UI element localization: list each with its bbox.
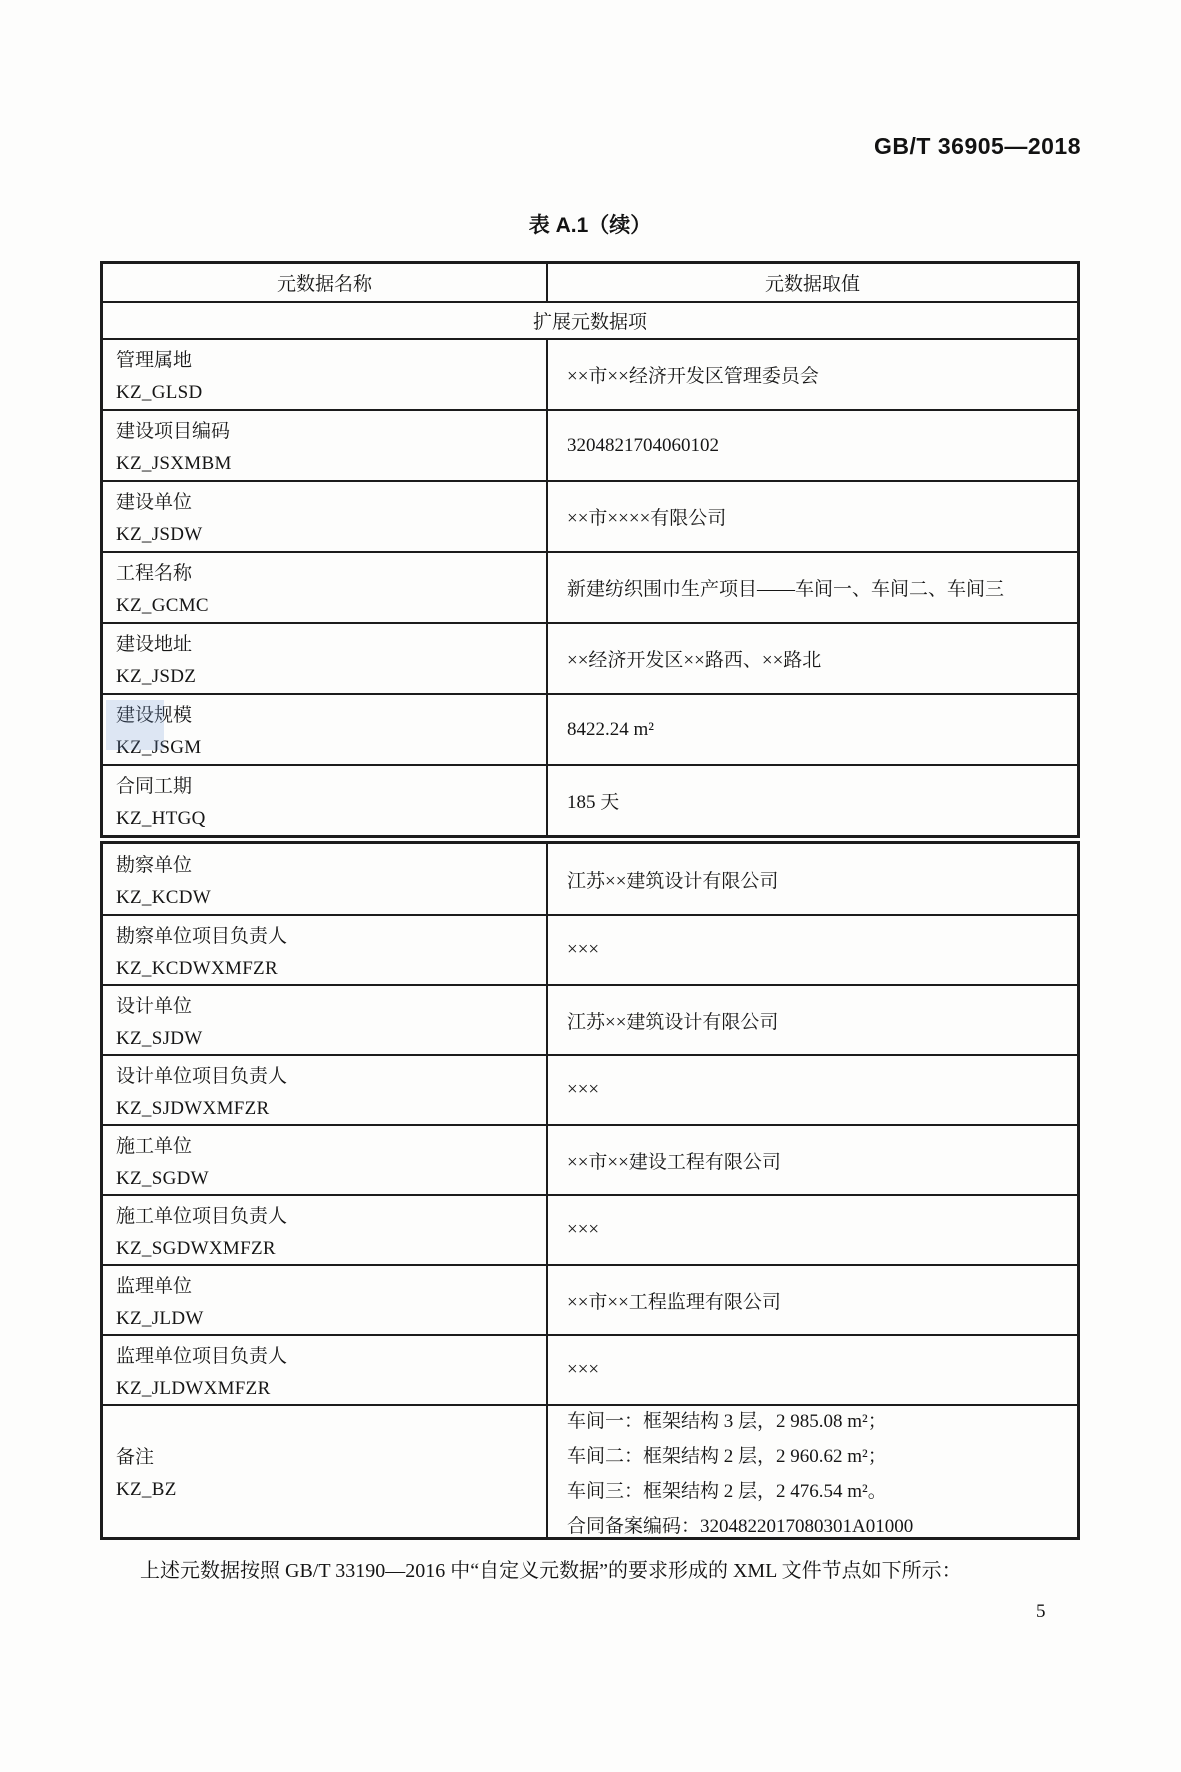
- metadata-value: ×××: [567, 1359, 600, 1380]
- standard-code: GB/T 36905—2018: [874, 133, 1081, 159]
- table-row: [103, 1124, 1077, 1194]
- metadata-name: 施工单位项目负责人: [116, 1205, 288, 1227]
- column-header-name: 元数据名称: [103, 264, 548, 301]
- metadata-table: [100, 261, 1080, 1540]
- metadata-value-cell: [548, 553, 1077, 622]
- metadata-code: KZ_JSXMBM: [116, 453, 232, 474]
- metadata-name-cell: [103, 411, 548, 480]
- metadata-name-cell: [103, 1126, 548, 1194]
- body-paragraph: 上述元数据按照 GB/T 33190—2016 中“自定义元数据”的要求形成的 XML 文件节点如下所示：: [140, 1560, 962, 1582]
- table-title: 表 A.1（续）: [528, 214, 652, 237]
- table-row: [103, 1334, 1077, 1404]
- metadata-value-cell: [548, 1336, 1077, 1404]
- metadata-value-cell: [548, 695, 1077, 764]
- metadata-code: KZ_SJDWXMFZR: [116, 1097, 270, 1119]
- metadata-name: 建设规模: [116, 705, 193, 726]
- page-number: 5: [1036, 1601, 1046, 1622]
- table-row: [103, 764, 1077, 835]
- metadata-value-cell: [548, 766, 1077, 835]
- metadata-value-cell: [548, 482, 1077, 551]
- metadata-name-cell: [103, 1266, 548, 1334]
- metadata-name-cell: [103, 340, 548, 409]
- metadata-table-part-2: [100, 841, 1080, 1540]
- metadata-value-line: 车间一：框架结构 3 层，2 985.08 m²；: [567, 1410, 887, 1432]
- metadata-value: ×××: [567, 939, 600, 960]
- metadata-value-cell: [548, 1126, 1077, 1194]
- metadata-value-cell: [548, 1266, 1077, 1334]
- metadata-name: 施工单位: [116, 1135, 193, 1157]
- metadata-name-cell: [103, 482, 548, 551]
- metadata-code: KZ_JSDW: [116, 524, 203, 545]
- metadata-name: 合同工期: [116, 776, 193, 797]
- metadata-value-cell: [548, 1196, 1077, 1264]
- metadata-name: 勘察单位: [116, 854, 193, 876]
- metadata-value: 3204821704060102: [567, 434, 719, 456]
- table-row: [103, 1194, 1077, 1264]
- metadata-code: KZ_BZ: [116, 1479, 177, 1500]
- table-row: [103, 914, 1077, 984]
- table-row: [103, 409, 1077, 480]
- metadata-code: KZ_JLDW: [116, 1307, 204, 1329]
- metadata-table-part-1: [100, 261, 1080, 838]
- metadata-code: KZ_KCDW: [116, 886, 211, 908]
- metadata-code: KZ_SGDWXMFZR: [116, 1237, 276, 1259]
- metadata-name-cell: [103, 844, 548, 914]
- metadata-name: 建设单位: [116, 492, 193, 513]
- metadata-name: 监理单位: [116, 1275, 193, 1297]
- metadata-value: ××市××工程监理有限公司: [567, 1291, 781, 1313]
- metadata-name-cell: [103, 1196, 548, 1264]
- metadata-value-cell: [548, 411, 1077, 480]
- table-row: [103, 693, 1077, 764]
- metadata-name-cell: [103, 624, 548, 693]
- metadata-name-cell: [103, 1406, 548, 1537]
- table-row: [103, 622, 1077, 693]
- table-row: [103, 1054, 1077, 1124]
- metadata-value-cell: [548, 624, 1077, 693]
- section-header-row: 扩展元数据项: [103, 301, 1077, 338]
- metadata-code: KZ_KCDWXMFZR: [116, 957, 278, 979]
- metadata-name: 管理属地: [116, 350, 193, 371]
- metadata-name: 建设项目编码: [116, 421, 231, 442]
- metadata-name-cell: [103, 553, 548, 622]
- metadata-code: KZ_GLSD: [116, 382, 203, 403]
- metadata-value-cell: [548, 844, 1077, 914]
- metadata-code: KZ_GCMC: [116, 595, 209, 616]
- table-row: [103, 338, 1077, 409]
- column-header-value: 元数据取值: [764, 274, 860, 295]
- metadata-value-cell: [548, 916, 1077, 984]
- metadata-code: KZ_JLDWXMFZR: [116, 1377, 271, 1399]
- metadata-name: 勘察单位项目负责人: [116, 925, 288, 947]
- metadata-value: ××经济开发区××路西、××路北: [567, 650, 822, 671]
- metadata-name: 设计单位: [116, 995, 193, 1017]
- metadata-value-cell: [548, 1056, 1077, 1124]
- metadata-value: ××市××××有限公司: [567, 508, 727, 529]
- metadata-name: 备注: [116, 1447, 155, 1468]
- metadata-code: KZ_JSGM: [116, 737, 202, 758]
- metadata-value-cell: [548, 1406, 1077, 1537]
- metadata-value: 江苏××建筑设计有限公司: [567, 1011, 779, 1033]
- table-row: [103, 551, 1077, 622]
- metadata-code: KZ_SGDW: [116, 1167, 209, 1189]
- metadata-value: 新建纺织围巾生产项目——车间一、车间二、车间三: [567, 579, 1005, 600]
- table-row: [103, 984, 1077, 1054]
- metadata-code: KZ_HTGQ: [116, 808, 206, 829]
- metadata-name: 设计单位项目负责人: [116, 1065, 288, 1087]
- metadata-value: ×××: [567, 1079, 600, 1100]
- table-row: [103, 1264, 1077, 1334]
- metadata-code: KZ_JSDZ: [116, 666, 197, 687]
- metadata-name-cell: [103, 695, 548, 764]
- metadata-value: ××市××经济开发区管理委员会: [567, 366, 819, 387]
- metadata-value-line: 合同备案编码：3204822017080301A01000: [567, 1515, 914, 1537]
- metadata-value: ××市××建设工程有限公司: [567, 1151, 781, 1173]
- metadata-name-cell: [103, 986, 548, 1054]
- metadata-code: KZ_SJDW: [116, 1027, 203, 1049]
- metadata-name-cell: [103, 916, 548, 984]
- metadata-value-cell: [548, 986, 1077, 1054]
- metadata-name-cell: [103, 1056, 548, 1124]
- table-row: [103, 844, 1077, 914]
- metadata-value-cell: [548, 340, 1077, 409]
- metadata-name-cell: [103, 766, 548, 835]
- metadata-value: 8422.24 m²: [567, 718, 654, 740]
- table-row: [103, 480, 1077, 551]
- metadata-name: 监理单位项目负责人: [116, 1345, 288, 1367]
- metadata-value: 185 天: [567, 792, 620, 813]
- table-row-remarks: [103, 1404, 1077, 1537]
- metadata-value-line: 车间三：框架结构 2 层，2 476.54 m²。: [567, 1480, 887, 1502]
- metadata-value-line: 车间二：框架结构 2 层，2 960.62 m²；: [567, 1445, 887, 1467]
- metadata-value: 江苏××建筑设计有限公司: [567, 870, 779, 892]
- metadata-name: 工程名称: [116, 563, 193, 584]
- metadata-name-cell: [103, 1336, 548, 1404]
- table-header-row: [103, 264, 1077, 301]
- metadata-name: 建设地址: [116, 634, 193, 655]
- metadata-value: ×××: [567, 1219, 600, 1240]
